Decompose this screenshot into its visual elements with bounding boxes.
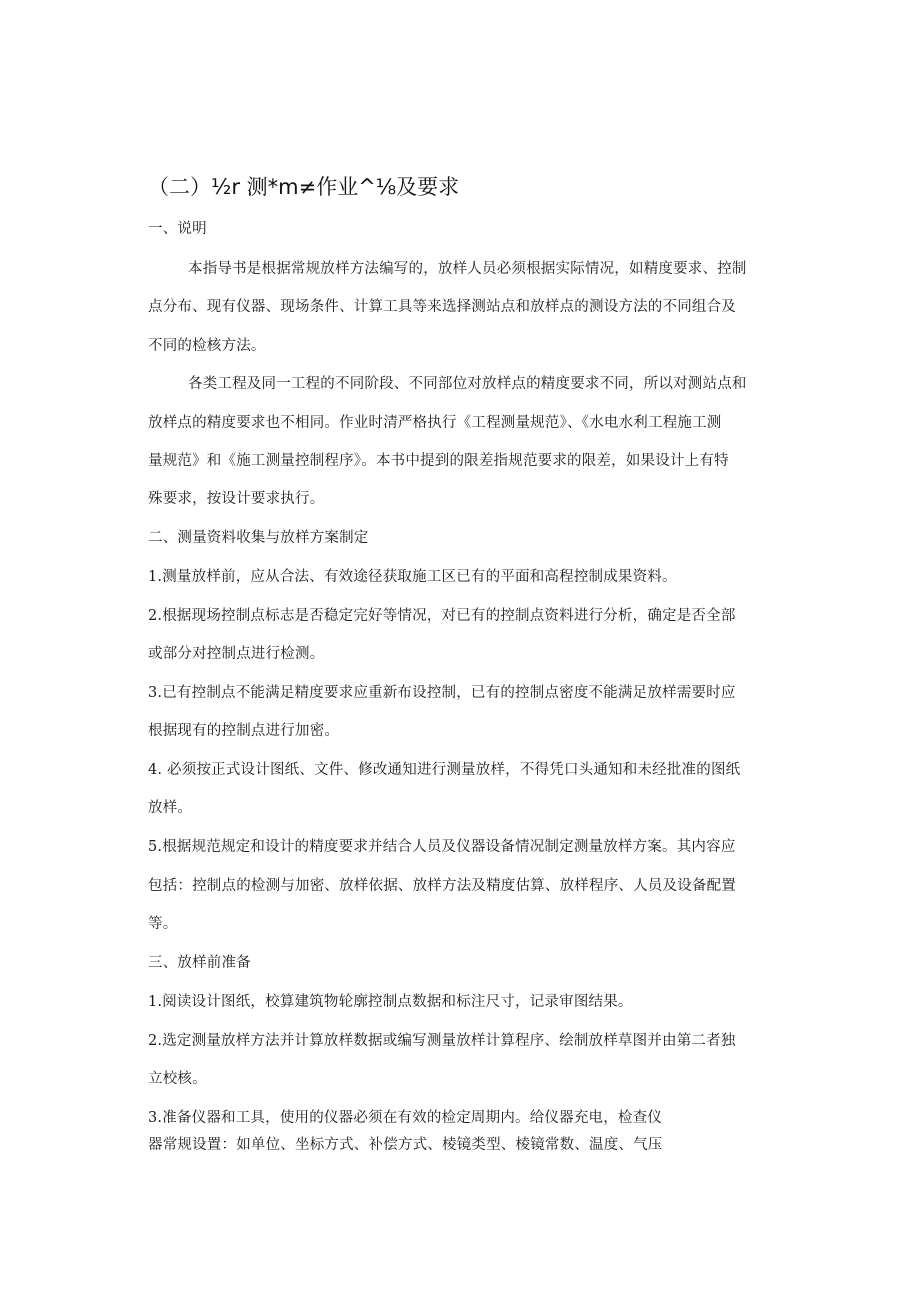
list-item: 2.选定测量放样方法并计算放样数据或编写测量放样计算程序、绘制放样草图并由第二者独 (148, 1033, 736, 1049)
list-item-continuation: 立校核。 (148, 1071, 207, 1087)
document-page (148, 0, 774, 1302)
section-heading: （二）½r 测*m≠作业^⅛及要求 (148, 175, 460, 199)
list-item-continuation: 包括：控制点的检测与加密、放样依据、放样方法及精度估算、放样程序、人员及设备配置 (148, 878, 736, 894)
list-item: 3.准备仪器和工具，使用的仪器必须在有效的检定周期内。给仪器充电，检查仪 (148, 1110, 663, 1126)
paragraph-line: 不同的检核方法。 (148, 338, 266, 354)
list-item: 1.测量放样前，应从合法、有效途径获取施工区已有的平面和高程控制成果资料。 (148, 569, 677, 585)
paragraph-line: 本指导书是根据常规放样方法编写的，放样人员必须根据实际情况，如精度要求、控制 (188, 261, 747, 277)
list-item: 3.已有控制点不能满足精度要求应重新布设控制，已有的控制点密度不能满足放样需要时应 (148, 685, 736, 701)
list-item-continuation: 根据现有的控制点进行加密。 (148, 723, 340, 739)
list-item: 4. 必须按正式设计图纸、文件、修改通知进行测量放样，不得凭口头通知和未经批准的图纸 (148, 762, 741, 778)
paragraph-line: 放样点的精度要求也不相同。作业时清严格执行《工程测量规范》、《水电水利工程施工测 (148, 415, 722, 431)
paragraph-line: 殊要求，按设计要求执行。 (148, 491, 325, 507)
paragraph-line: 各类工程及同一工程的不同阶段、不同部位对放样点的精度要求不同，所以对测站点和 (188, 376, 747, 392)
list-item: 5.根据规范规定和设计的精度要求并结合人员及仪器设备情况制定测量放样方案。其内容应 (148, 839, 736, 855)
section-title-preparation: 三、放样前准备 (148, 955, 251, 971)
list-item-continuation: 放样。 (148, 800, 193, 816)
paragraph-line: 量规范》和《施工测量控制程序》。本书中提到的限差指规范要求的限差，如果设计上有特 (148, 453, 729, 469)
list-item-continuation: 等。 (148, 916, 178, 932)
list-item-continuation: 器常规设置：如单位、坐标方式、补偿方式、棱镜类型、棱镜常数、温度、气压 (148, 1137, 663, 1153)
section-title-data-collection: 二、测量资料收集与放样方案制定 (148, 530, 369, 546)
list-item: 1.阅读设计图纸，校算建筑物轮廓控制点数据和标注尺寸，记录审图结果。 (148, 994, 633, 1010)
section-title-explanation: 一、说明 (148, 221, 207, 237)
list-item: 2.根据现场控制点标志是否稳定完好等情况，对已有的控制点资料进行分析，确定是否全部 (148, 608, 736, 624)
paragraph-line: 点分布、现有仪器、现场条件、计算工具等来选择测站点和放样点的测设方法的不同组合及 (148, 299, 736, 315)
list-item-continuation: 或部分对控制点进行检测。 (148, 646, 325, 662)
